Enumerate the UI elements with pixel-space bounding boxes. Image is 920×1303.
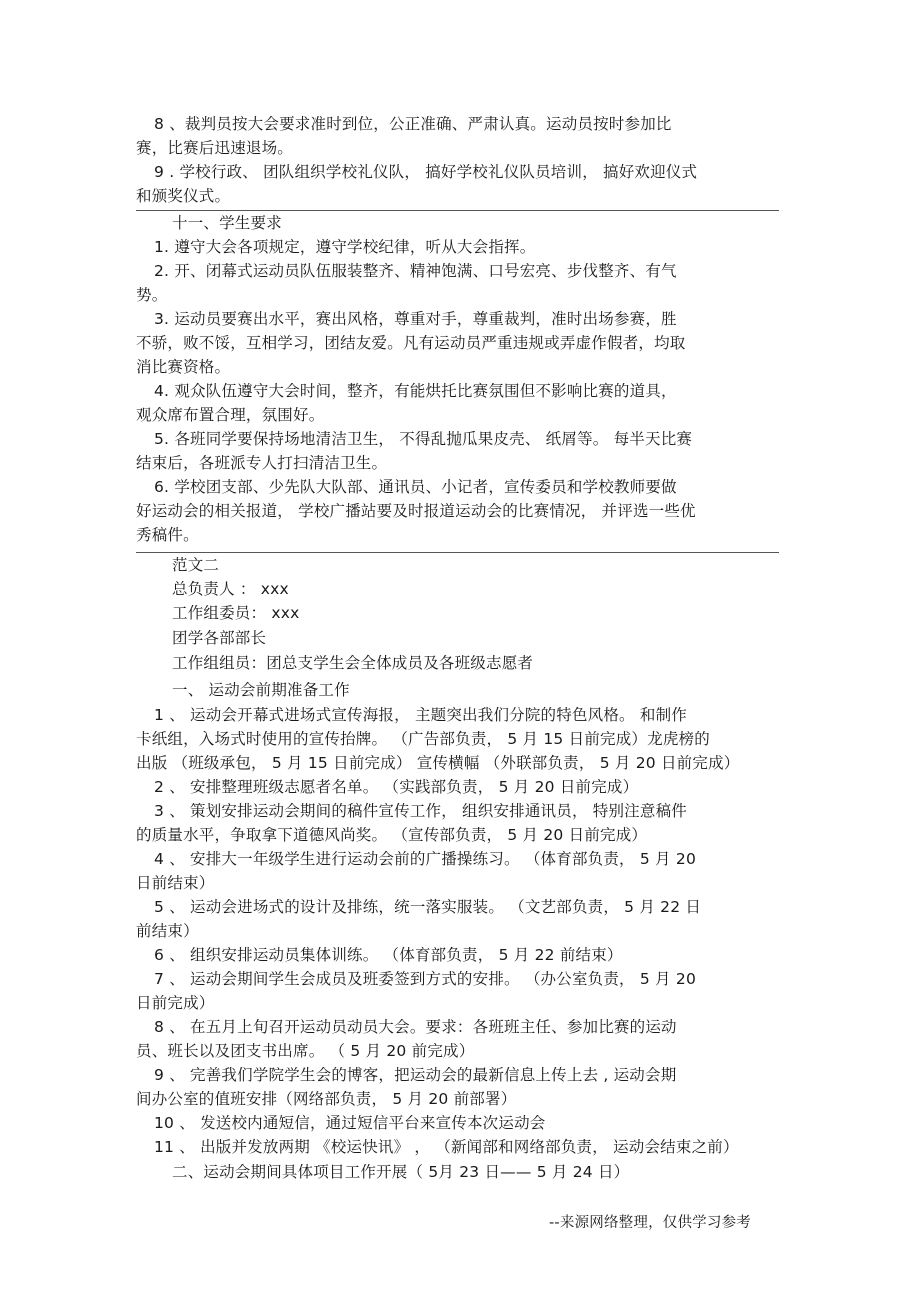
header-line: 总负责人 ： xxx <box>172 580 289 598</box>
section-heading-students: 十一、学生要求 <box>172 214 282 232</box>
student-line: 势。 <box>136 286 168 304</box>
student-line: 观众席布置合理，氛围好。 <box>136 406 325 424</box>
student-line: 1. 遵守大会各项规定，遵守学校纪律，听从大会指挥。 <box>154 238 536 256</box>
task-line: 11 、 出版并发放两期 《校运快讯》 ， （新闻部和网络部负责， 运动会结束之前） <box>154 1138 739 1156</box>
task-line: 员、班长以及团支书出席。 （ 5 月 20 前完成） <box>136 1042 475 1060</box>
task-line: 间办公室的值班安排（网络部负责， 5 月 20 前部署） <box>136 1090 517 1108</box>
student-line: 结束后，各班派专人打扫清洁卫生。 <box>136 454 388 472</box>
header-line: 工作组组员：团总支学生会全体成员及各班级志愿者 <box>172 654 534 672</box>
task-line: 日前完成） <box>136 994 215 1012</box>
task-line: 出版 （班级承包， 5 月 15 日前完成） 宣传横幅 （外联部负责， 5 月 20 日前完成） <box>136 754 740 772</box>
task-line: 前结束） <box>136 922 199 940</box>
student-line: 5. 各班同学要保持场地清洁卫生， 不得乱抛瓜果皮壳、 纸屑等。 每半天比赛 <box>154 430 693 448</box>
task-line: 8 、 在五月上旬召开运动员动员大会。要求：各班班主任、参加比赛的运动 <box>154 1018 677 1036</box>
task-line: 4 、 安排大一年级学生进行运动会前的广播操练习。 （体育部负责， 5 月 20 <box>154 850 697 868</box>
task-line: 5 、 运动会进场式的设计及排练，统一落实服装。 （文艺部负责， 5 月 22 日 <box>154 898 702 916</box>
student-line: 秀稿件。 <box>136 526 199 544</box>
task-line: 卡纸组，入场式时使用的宣传抬牌。 （广告部负责， 5 月 15 日前完成）龙虎榜的 <box>136 730 710 748</box>
task-line: 日前结束） <box>136 874 215 892</box>
task-line: 7 、 运动会期间学生会成员及班委签到方式的安排。 （办公室负责， 5 月 20 <box>154 970 697 988</box>
student-line: 4. 观众队伍遵守大会时间，整齐，有能烘托比赛氛围但不影响比赛的道具， <box>154 382 677 400</box>
header-line: 团学各部部长 <box>172 629 267 647</box>
divider-1 <box>136 210 779 211</box>
student-line: 6. 学校团支部、少先队大队部、通讯员、小记者，宣传委员和学校教师要做 <box>154 478 677 496</box>
item-8-line-2: 赛，比赛后迅速退场。 <box>136 139 294 157</box>
task-line: 10 、 发送校内通短信，通过短信平台来宣传本次运动会 <box>154 1114 546 1132</box>
item-9-line-1: 9 . 学校行政、 团队组织学校礼仪队， 搞好学校礼仪队员培训， 搞好欢迎仪式 <box>154 163 698 181</box>
footer-note: --来源网络整理，仅供学习参考 <box>549 1215 751 1231</box>
subsection-heading: 二、运动会期间具体项目工作开展（ 5月 23 日—— 5 月 24 日） <box>172 1163 630 1181</box>
task-line: 6 、 组织安排运动员集体训练。 （体育部负责， 5 月 22 前结束） <box>154 946 623 964</box>
student-line: 不骄，败不馁，互相学习，团结友爱。凡有运动员严重违规或弄虚作假者，均取 <box>136 334 686 352</box>
task-line: 9 、 完善我们学院学生会的博客，把运动会的最新信息上传上去 , 运动会期 <box>154 1066 677 1084</box>
subsection-heading: 一、 运动会前期准备工作 <box>172 681 350 699</box>
student-line: 3. 运动员要赛出水平，赛出风格，尊重对手，尊重裁判，准时出场参赛，胜 <box>154 310 677 328</box>
student-line: 好运动会的相关报道， 学校广播站要及时报道运动会的比赛情况， 并评选一些优 <box>136 502 696 520</box>
task-line: 1 、 运动会开幕式进场式宣传海报， 主题突出我们分院的特色风格。 和制作 <box>154 706 687 724</box>
section-title-fanwen: 范文二 <box>172 556 220 574</box>
item-8-line-1: 8 、裁判员按大会要求准时到位，公正准确、严肃认真。运动员按时参加比 <box>154 115 672 133</box>
task-line: 的质量水平，争取拿下道德风尚奖。 （宣传部负责， 5 月 20 日前完成） <box>136 826 648 844</box>
student-line: 消比赛资格。 <box>136 358 231 376</box>
task-line: 3 、 策划安排运动会期间的稿件宣传工作， 组织安排通讯员， 特别注意稿件 <box>154 802 687 820</box>
student-line: 2. 开、闭幕式运动员队伍服装整齐、精神饱满、口号宏亮、步伐整齐、有气 <box>154 262 677 280</box>
divider-2 <box>136 552 779 553</box>
item-9-line-2: 和颁奖仪式。 <box>136 187 231 205</box>
header-line: 工作组委员： xxx <box>172 604 300 622</box>
task-line: 2 、 安排整理班级志愿者名单。 （实践部负责， 5 月 20 日前完成） <box>154 778 639 796</box>
